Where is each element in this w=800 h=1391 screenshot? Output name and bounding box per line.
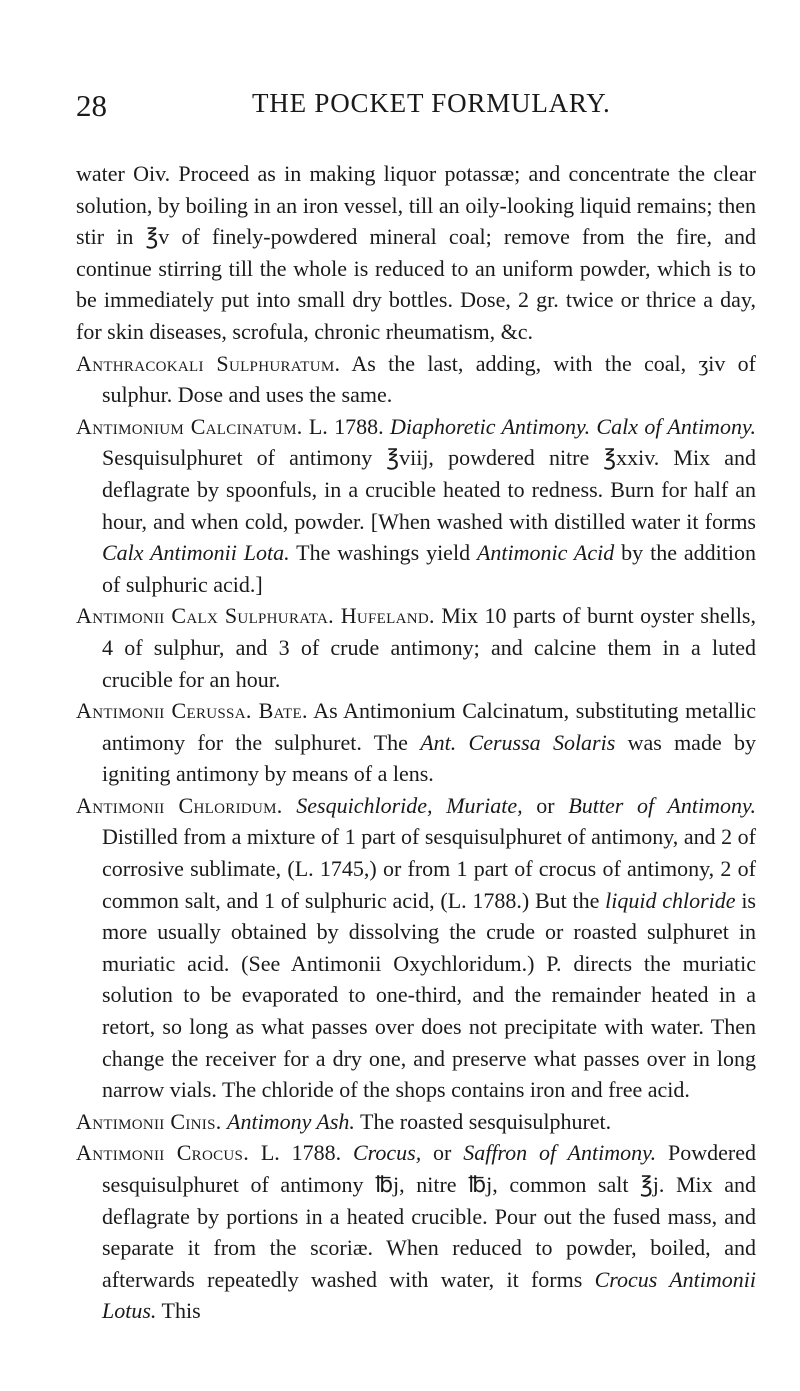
- entry-headword: Antimonii Cinis.: [76, 1108, 222, 1134]
- running-title: THE POCKET FORMULARY.: [252, 88, 611, 118]
- entry-antimonii-cerussa: [76, 695, 756, 790]
- italic-text: Calx Antimonii Lota.: [102, 540, 290, 566]
- entry-antimonii-chloridum: [76, 790, 756, 1106]
- body-text: Mix 10 parts of burnt oyster shells, 4 of sulphur, and 3 of crude antimony; and calcine them in a luted crucible for an hour.: [102, 603, 756, 692]
- entry-headword: Antimonii Cerussa. Bate.: [76, 698, 308, 724]
- page-header: [76, 88, 756, 122]
- italic-text: Ant. Cerussa Solaris: [420, 729, 616, 755]
- italic-text: Antimonic Acid: [476, 540, 615, 566]
- body-text: [283, 793, 297, 818]
- body-text: L. 1788.: [302, 413, 391, 439]
- body-text: Sesquisulphuret of antimony ℥viij, powdered nitre ℥xxiv. Mix and deflagrate by spoonfuls, in a crucible heated to redness. Burn for half an hour, and when cold, powder. [When washed with distilled water it forms: [102, 445, 756, 534]
- body-text: Powdered sesquisulphuret of antimony ℔j, nitre ℔j, common salt ℥j. Mix and deflagrate by portions in a heated crucible. Pour out the fused mass, and separate it from the scoriæ. When reduced to powder, boiled, and afterwards repeatedly washed with water, it forms: [102, 1140, 756, 1292]
- body-text: was made by igniting antimony by means of a lens.: [102, 729, 756, 787]
- italic-text: Antimony Ash.: [227, 1108, 355, 1134]
- body-text: Distilled from a mixture of 1 part of sesquisulphuret of antimony, and 2 of corrosive sublimate, (L. 1745,) or from 1 part of crocus of antimony, 2 of common salt, and 1 of sulphuric acid, (L. 1788.) But the: [102, 824, 756, 913]
- italic-text: Diaphoretic Antimony. Calx of Antimony.: [390, 413, 756, 439]
- page-number: 28: [76, 88, 107, 123]
- body-text: L. 1788.: [249, 1140, 353, 1166]
- body-text: is more usually obtained by dissolving the crude or roasted sulphuret in muriatic acid. (See Antimonii Oxychloridum.) P. directs the muriatic solution to be evaporated to one-third, and the remainder heated in a retort, so long as what passes over does not precipitate with water. Then change the receiver for a dry one, and preserve what passes over in long narrow vials. The chloride of the shops contains iron and free acid.: [102, 887, 756, 1103]
- body-text: or: [421, 1140, 464, 1166]
- page-body: [76, 158, 756, 1327]
- entry-anthracokali-sulphuratum: [76, 348, 756, 411]
- body-text: The roasted sesquisulphuret.: [354, 1108, 612, 1134]
- entry-antimonii-calx-sulphurata: [76, 600, 756, 695]
- body-text: As Antimonium Calcinatum, substituting metallic antimony for the sulphuret. The: [102, 698, 756, 755]
- body-text: This: [156, 1298, 201, 1324]
- entry-headword: Antimonii Chloridum.: [76, 792, 283, 818]
- entry-headword: Antimonii Calx Sulphurata. Hufeland.: [76, 603, 435, 629]
- entry-antimonium-calcinatum: [76, 411, 756, 601]
- body-text: As the last, adding, with the coal, ʒiv of sulphur. Dose and uses the same.: [102, 350, 756, 408]
- body-text: by the addition of sulphuric acid.]: [102, 540, 756, 597]
- italic-text: Butter of Antimony.: [568, 792, 757, 818]
- entry-antimonii-cinis: [76, 1106, 756, 1138]
- body-text: water Oiv. Proceed as in making liquor potassæ; and concentrate the clear solution, by boiling in an iron vessel, till an oily-looking liquid remains; then stir in ℥v of finely-powdered mineral coal; remove from the fire, and continue stirring till the whole is reduced to an uniform powder, which is to be immediately put into small dry bottles. Dose, 2 gr. twice or thrice a day, for skin diseases, scrofula, chronic rheumatism, &c.: [76, 161, 756, 344]
- italic-text: liquid chloride: [605, 887, 736, 913]
- entry-headword: Anthracokali Sulphuratum.: [76, 350, 341, 376]
- body-text: or: [522, 792, 569, 818]
- entry-headword: Antimonium Calcinatum.: [76, 413, 303, 439]
- italic-text: Saffron of Antimony.: [463, 1140, 657, 1166]
- italic-text: Crocus Antimonii Lotus.: [102, 1266, 757, 1324]
- entry-antimonii-crocus: [76, 1137, 756, 1327]
- body-text: The washings yield: [289, 540, 477, 566]
- italic-text: Sesquichloride, Muriate,: [296, 792, 523, 818]
- paragraph-continued: [76, 158, 756, 348]
- entry-headword: Antimonii Crocus.: [76, 1140, 249, 1166]
- italic-text: Crocus,: [352, 1140, 422, 1166]
